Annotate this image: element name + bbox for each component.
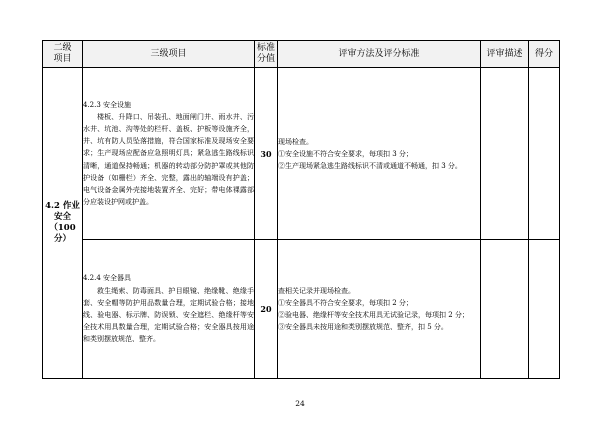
header-review-desc: 评审描述	[481, 41, 529, 68]
score-cell	[529, 240, 560, 379]
standard-score-cell: 30	[255, 68, 278, 240]
item-title: 4.2.3 安全设施	[83, 100, 132, 109]
method-line: 查相关记录并现场检查。	[278, 287, 355, 295]
method-line: 现场检查。	[278, 137, 313, 146]
header-score: 得分	[529, 41, 560, 68]
header-row	[43, 41, 560, 68]
method-cell	[278, 68, 481, 240]
item-cell	[83, 68, 255, 240]
method-line: ①安全器具不符合安全要求，每项扣 2 分；	[278, 299, 413, 307]
standard-score-cell: 20	[255, 240, 278, 379]
method-line: ③安全器具未按用途和类别摆放规范、整齐，扣 5 分。	[278, 323, 448, 331]
method-line: ②生产现场紧急逃生路线标识不清或通道不畅通，扣 3 分。	[278, 161, 462, 170]
score-cell	[529, 68, 560, 240]
review-desc-cell	[481, 68, 529, 240]
standard-table	[42, 40, 560, 379]
item-body: 救生绳索、防毒面具、护目眼镜、绝缘靴、绝缘手套、安全帽等防护用品数量合理，定期试验合格；接地线、验电器、标示牌、防误锁、安全遮栏、绝缘杆等安全技术用具数量合理，定期试验合格；安全器具按用途和类别摆放规范、整齐。	[83, 286, 254, 344]
item-body: 楼板、升降口、吊装孔、地面闸门井、雨水井、污水井、坑池、沟等处的栏杆、盖板、护板等设施齐全，井、坑有防人员坠落措施，符合国家标准及现场安全要求；生产现场应配备应急照明灯具；紧急逃生路线标识清晰，通道保持畅通；机器的转动部分防护罩或其他防护设备（如栅栏）齐全、完整，露出的轴端设有护盖；电气设备金属外壳接地装置齐全、完好；带电体裸露部分应装设护网或护盖。	[83, 112, 254, 207]
table-row	[43, 240, 560, 379]
header-method: 评审方法及评分标准	[278, 41, 481, 68]
header-standard-score: 标准 分值	[255, 41, 278, 68]
header-level3: 三级项目	[83, 41, 255, 68]
method-line: ②验电器、绝缘杆等安全技术用具无试验记录，每项扣 2 分；	[278, 311, 469, 319]
category-cell: 4.2 作业 安全 （100 分）	[43, 68, 83, 379]
item-cell	[83, 240, 255, 379]
item-title: 4.2.4 安全器具	[83, 274, 132, 283]
header-level2: 二级 项目	[43, 41, 83, 68]
page-number: 24	[295, 399, 305, 408]
method-line: ①安全设施不符合安全要求，每项扣 3 分；	[278, 149, 413, 158]
table-row	[43, 68, 560, 240]
review-desc-cell	[481, 240, 529, 379]
method-cell	[278, 240, 481, 379]
